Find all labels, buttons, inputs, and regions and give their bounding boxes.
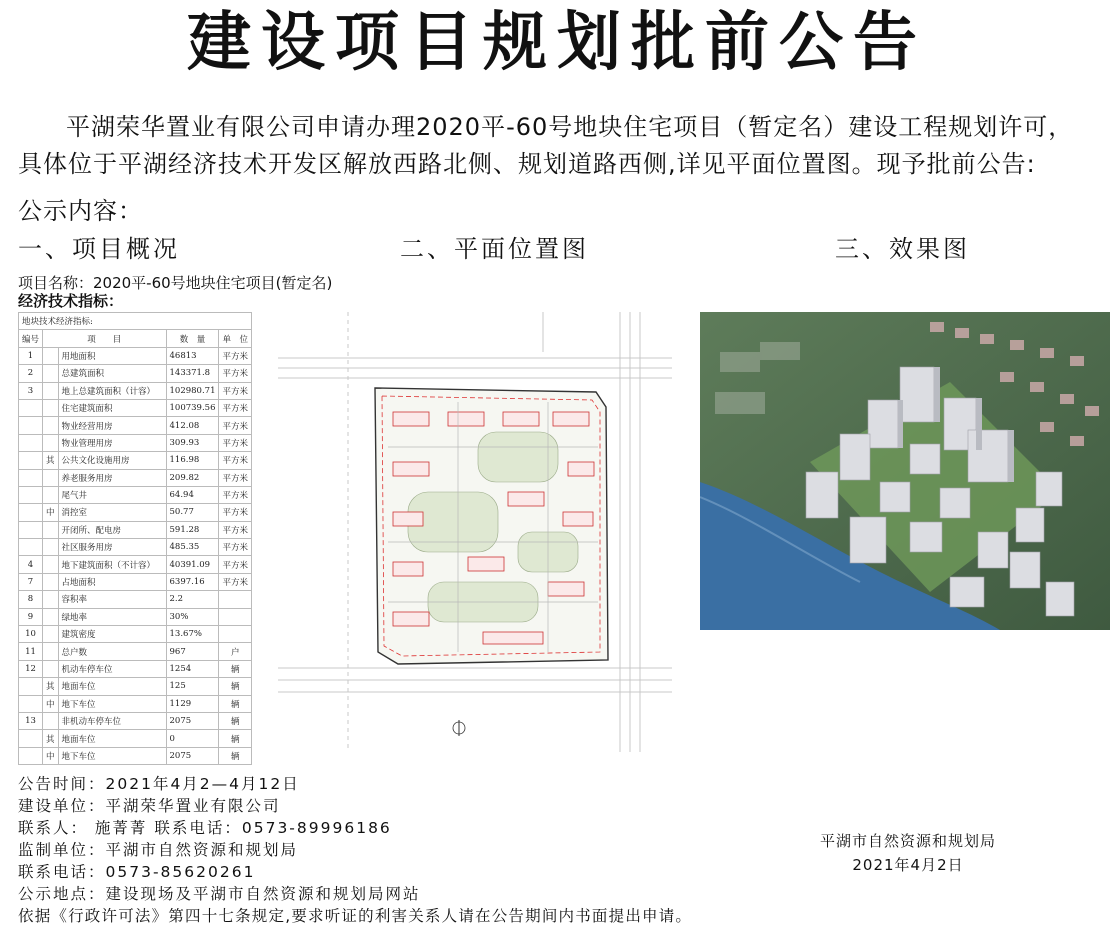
row-sub-group <box>43 434 59 451</box>
row-item: 社区服务用房 <box>58 539 166 556</box>
row-qty: 6397.16 <box>166 573 219 590</box>
indicator-table-wrapper <box>18 312 252 765</box>
row-unit: 平方米 <box>219 399 252 416</box>
table-row <box>19 504 252 521</box>
table-row <box>19 608 252 625</box>
table-row <box>19 573 252 590</box>
row-no: 9 <box>19 608 43 625</box>
row-sub-group <box>43 347 59 364</box>
row-sub-group <box>43 382 59 399</box>
row-unit: 平方米 <box>219 365 252 382</box>
signature-org: 平湖市自然资源和规划局 <box>819 832 996 850</box>
row-item: 容积率 <box>58 591 166 608</box>
row-item: 地面车位 <box>58 730 166 747</box>
row-qty: 2075 <box>166 712 219 729</box>
row-qty: 485.35 <box>166 539 219 556</box>
row-sub-group <box>43 712 59 729</box>
table-caption: 地块技术经济指标: <box>19 313 252 330</box>
table-row <box>19 660 252 677</box>
row-sub-group: 中 <box>43 747 59 764</box>
row-no <box>19 695 43 712</box>
row-qty: 209.82 <box>166 469 219 486</box>
row-unit: 平方米 <box>219 469 252 486</box>
row-item: 住宅建筑面积 <box>58 399 166 416</box>
row-unit: 平方米 <box>219 556 252 573</box>
row-no: 8 <box>19 591 43 608</box>
row-unit: 平方米 <box>219 452 252 469</box>
row-unit: 辆 <box>219 678 252 695</box>
row-unit: 辆 <box>219 712 252 729</box>
row-no: 7 <box>19 573 43 590</box>
row-sub-group: 其 <box>43 452 59 469</box>
row-item: 总户数 <box>58 643 166 660</box>
table-row <box>19 626 252 643</box>
row-sub-group <box>43 608 59 625</box>
table-row <box>19 347 252 364</box>
row-no: 2 <box>19 365 43 382</box>
row-qty: 1254 <box>166 660 219 677</box>
row-item: 消控室 <box>58 504 166 521</box>
row-sub-group <box>43 399 59 416</box>
table-row <box>19 747 252 764</box>
table-row <box>19 730 252 747</box>
row-no <box>19 504 43 521</box>
row-sub-group <box>43 573 59 590</box>
intro-line-3: 公示内容： <box>18 197 143 225</box>
row-no <box>19 469 43 486</box>
row-unit: 辆 <box>219 747 252 764</box>
site-plan-image <box>278 312 672 752</box>
row-no <box>19 747 43 764</box>
row-qty: 100739.56 <box>166 399 219 416</box>
table-row <box>19 486 252 503</box>
row-qty: 46813 <box>166 347 219 364</box>
header-item: 项 目 <box>43 330 167 347</box>
row-sub-group: 其 <box>43 678 59 695</box>
row-sub-group <box>43 660 59 677</box>
row-item: 绿地率 <box>58 608 166 625</box>
row-item: 地下建筑面积（不计容） <box>58 556 166 573</box>
header-no: 编号 <box>19 330 43 347</box>
notice-place: 公示地点：建设现场及平湖市自然资源和规划局网站 <box>18 885 421 903</box>
row-no: 11 <box>19 643 43 660</box>
row-qty: 40391.09 <box>166 556 219 573</box>
table-row <box>19 712 252 729</box>
intro-line-2: 具体位于平湖经济技术开发区解放西路北侧、规划道路西侧,详见平面位置图。现予批前公告: <box>18 150 1036 178</box>
row-unit: 辆 <box>219 695 252 712</box>
row-unit: 平方米 <box>219 417 252 434</box>
row-unit <box>219 591 252 608</box>
row-unit: 辆 <box>219 660 252 677</box>
row-no <box>19 399 43 416</box>
notice-time: 公告时间：2021年4月2—4月12日 <box>18 775 300 793</box>
contact-info: 联系人： 施菁菁 联系电话：0573-89996186 <box>18 819 392 837</box>
rendering-image <box>700 312 1110 630</box>
table-row <box>19 643 252 660</box>
header-unit: 单 位 <box>219 330 252 347</box>
row-unit <box>219 626 252 643</box>
row-qty: 1129 <box>166 695 219 712</box>
row-qty: 102980.71 <box>166 382 219 399</box>
table-row <box>19 591 252 608</box>
row-item: 地下车位 <box>58 747 166 764</box>
row-qty: 116.98 <box>166 452 219 469</box>
row-sub-group <box>43 643 59 660</box>
page-title: 建设项目规划批前公告 <box>187 5 927 80</box>
row-sub-group <box>43 591 59 608</box>
builder-unit: 建设单位：平湖荣华置业有限公司 <box>18 797 281 815</box>
row-item: 地上总建筑面积（计容） <box>58 382 166 399</box>
row-item: 物业经营用房 <box>58 417 166 434</box>
row-sub-group <box>43 539 59 556</box>
row-no: 10 <box>19 626 43 643</box>
row-no <box>19 730 43 747</box>
row-sub-group <box>43 417 59 434</box>
row-item: 占地面积 <box>58 573 166 590</box>
row-unit <box>219 608 252 625</box>
row-unit: 平方米 <box>219 486 252 503</box>
table-row <box>19 382 252 399</box>
row-unit: 平方米 <box>219 539 252 556</box>
row-unit: 平方米 <box>219 504 252 521</box>
row-qty: 125 <box>166 678 219 695</box>
row-item: 地面车位 <box>58 678 166 695</box>
row-qty: 591.28 <box>166 521 219 538</box>
row-qty: 309.93 <box>166 434 219 451</box>
row-no: 13 <box>19 712 43 729</box>
table-row <box>19 556 252 573</box>
row-item: 物业管理用房 <box>58 434 166 451</box>
table-row <box>19 399 252 416</box>
row-sub-group <box>43 365 59 382</box>
row-qty: 412.08 <box>166 417 219 434</box>
row-item: 开闭所、配电房 <box>58 521 166 538</box>
table-row <box>19 434 252 451</box>
row-qty: 64.94 <box>166 486 219 503</box>
section-rendering-heading: 三、效果图 <box>835 235 970 263</box>
row-qty: 2075 <box>166 747 219 764</box>
supervisor-phone: 联系电话：0573-85620261 <box>18 863 256 881</box>
signature-date: 2021年4月2日 <box>852 856 964 874</box>
table-row <box>19 417 252 434</box>
row-unit: 辆 <box>219 730 252 747</box>
supervisor-unit: 监制单位：平湖市自然资源和规划局 <box>18 841 299 859</box>
row-sub-group <box>43 626 59 643</box>
section-overview-heading: 一、项目概况 <box>18 235 180 263</box>
intro-line-1: 平湖荣华置业有限公司申请办理2020平-60号地块住宅项目（暂定名）建设工程规划许可， <box>66 113 1074 141</box>
row-item: 非机动车停车位 <box>58 712 166 729</box>
row-sub-group: 其 <box>43 730 59 747</box>
legal-basis: 依据《行政许可法》第四十七条规定,要求听证的利害关系人请在公告期间内书面提出申请。 <box>18 907 693 925</box>
table-row <box>19 469 252 486</box>
row-no: 12 <box>19 660 43 677</box>
row-qty: 143371.8 <box>166 365 219 382</box>
section-site-plan-heading: 二、平面位置图 <box>400 235 589 263</box>
row-sub-group <box>43 469 59 486</box>
row-item: 总建筑面积 <box>58 365 166 382</box>
table-row <box>19 678 252 695</box>
row-sub-group <box>43 521 59 538</box>
row-unit: 户 <box>219 643 252 660</box>
row-item: 用地面积 <box>58 347 166 364</box>
table-row <box>19 539 252 556</box>
row-unit: 平方米 <box>219 573 252 590</box>
table-row <box>19 452 252 469</box>
row-sub-group: 中 <box>43 695 59 712</box>
row-no <box>19 539 43 556</box>
row-sub-group: 中 <box>43 504 59 521</box>
project-name: 项目名称：2020平-60号地块住宅项目(暂定名) <box>18 274 333 292</box>
row-qty: 30% <box>166 608 219 625</box>
row-unit: 平方米 <box>219 382 252 399</box>
row-item: 公共文化设施用房 <box>58 452 166 469</box>
row-qty: 967 <box>166 643 219 660</box>
row-unit: 平方米 <box>219 521 252 538</box>
row-item: 尾气井 <box>58 486 166 503</box>
row-no <box>19 417 43 434</box>
row-qty: 50.77 <box>166 504 219 521</box>
row-unit: 平方米 <box>219 347 252 364</box>
row-no: 4 <box>19 556 43 573</box>
row-qty: 0 <box>166 730 219 747</box>
table-row <box>19 695 252 712</box>
row-qty: 2.2 <box>166 591 219 608</box>
index-heading: 经济技术指标： <box>18 292 124 310</box>
row-sub-group <box>43 486 59 503</box>
table-row <box>19 365 252 382</box>
row-item: 养老服务用房 <box>58 469 166 486</box>
row-unit: 平方米 <box>219 434 252 451</box>
row-qty: 13.67% <box>166 626 219 643</box>
row-no <box>19 434 43 451</box>
row-no <box>19 486 43 503</box>
row-item: 地下车位 <box>58 695 166 712</box>
row-no <box>19 452 43 469</box>
row-item: 机动车停车位 <box>58 660 166 677</box>
row-no: 1 <box>19 347 43 364</box>
row-sub-group <box>43 556 59 573</box>
header-qty: 数 量 <box>166 330 219 347</box>
row-no <box>19 678 43 695</box>
row-no <box>19 521 43 538</box>
row-item: 建筑密度 <box>58 626 166 643</box>
table-row <box>19 521 252 538</box>
indicator-table <box>18 312 252 765</box>
row-no: 3 <box>19 382 43 399</box>
